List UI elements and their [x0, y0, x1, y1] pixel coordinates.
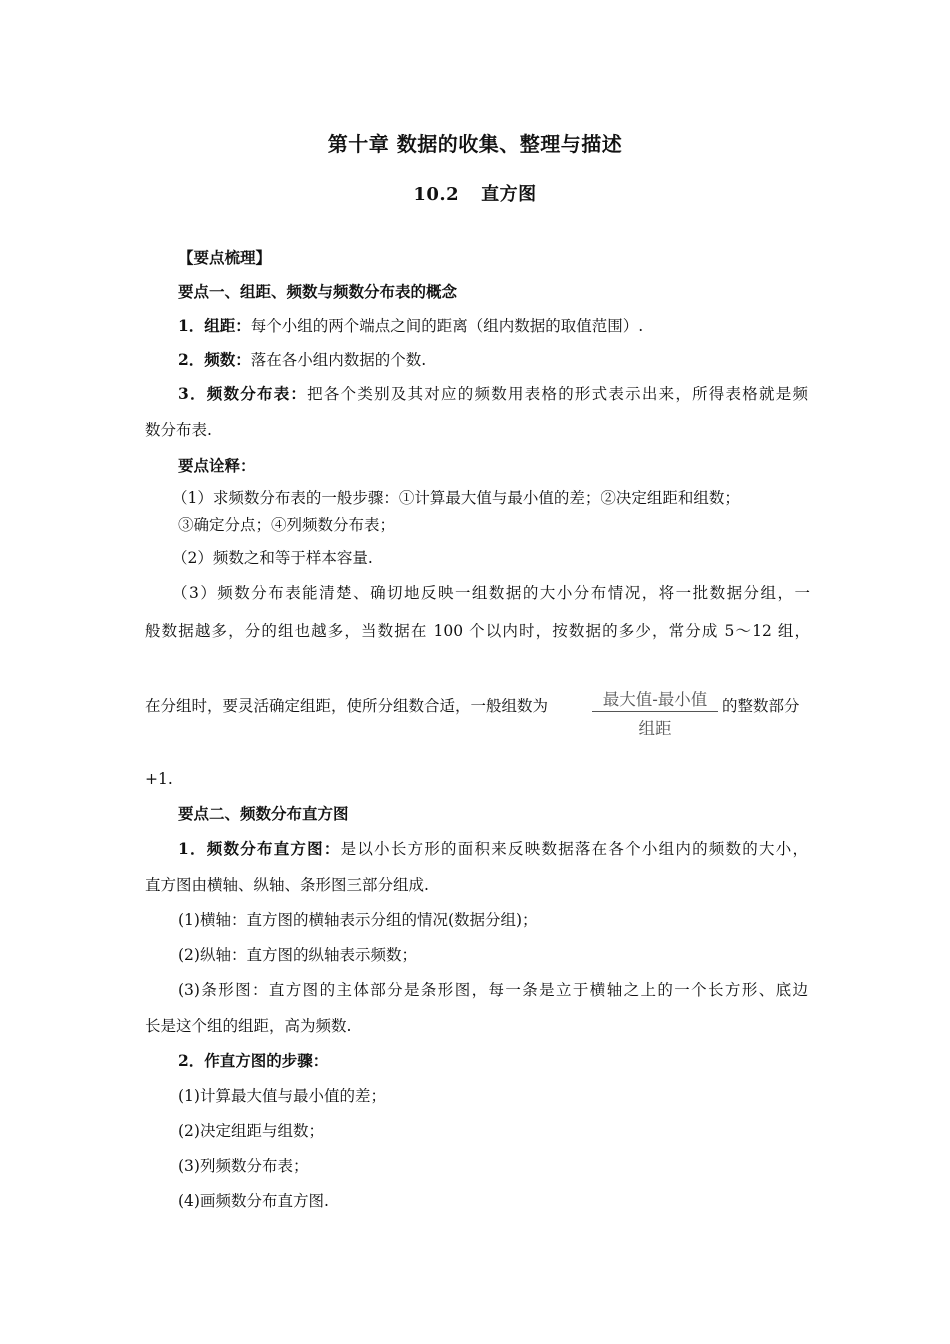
axis-x-line: (1)横轴：直方图的横轴表示分组的情况(数据分组)； — [178, 911, 538, 929]
point2-item1-line2: 直方图由横轴、纵轴、条形图三部分组成. — [145, 876, 429, 894]
axis-y-line: (2)纵轴：直方图的纵轴表示频数； — [178, 946, 417, 964]
section-title — [0, 180, 950, 206]
steps-heading: 2．作直方图的步骤： — [178, 1051, 329, 1070]
item2-term: 2．频数： — [178, 350, 251, 369]
summary-heading: 【要点梳理】 — [178, 248, 272, 267]
section-number: 10.2 — [413, 184, 460, 205]
note3-line4: +1. — [145, 770, 173, 788]
item1-term: 1．组距： — [178, 316, 251, 335]
notes-heading: 要点诠释： — [178, 456, 256, 475]
section-name: 直方图 — [481, 184, 537, 205]
bars-line2: 长是这个组的组距，高为频数. — [145, 1017, 352, 1035]
item3-term: 3．频数分布表： — [178, 384, 308, 403]
step-4: (4)画频数分布直方图. — [178, 1192, 329, 1210]
note3-line3 — [145, 690, 810, 738]
note3-line2: 般数据越多，分的组也越多，当数据在 100 个以内时，按数据的多少，常分成 5～12 组， — [145, 622, 810, 640]
point2-item1-line1 — [178, 838, 808, 860]
point1-item3-line2: 数分布表. — [145, 421, 212, 439]
step-3: (3)列频数分布表； — [178, 1157, 309, 1175]
item2-text: 落在各小组内数据的个数. — [250, 351, 427, 369]
fraction-denominator: 组距 — [638, 719, 672, 738]
note3-line1-text: （3）频数分布表能清楚、确切地反映一组数据的大小分布情况，将一批数据分组，一 — [172, 584, 810, 602]
point1-item3-line1 — [178, 383, 808, 405]
bars-line1: (3)条形图：直方图的主体部分是条形图，每一条是立于横轴之上的一个长方形、底边 — [178, 981, 808, 999]
fraction-numerator: 最大值-最小值 — [592, 686, 718, 712]
point1-item1 — [178, 315, 808, 337]
group-count-fraction — [592, 686, 718, 739]
point2-heading: 要点二、频数分布直方图 — [178, 804, 349, 823]
histogram-term: 1．频数分布直方图： — [178, 839, 341, 858]
item3-text: 把各个类别及其对应的频数用表格的形式表示出来，所得表格就是频 — [307, 385, 808, 403]
note2: （2）频数之和等于样本容量. — [172, 549, 373, 567]
note3-line3-post: 的整数部分 — [722, 697, 800, 715]
item1-text: 每个小组的两个端点之间的距离（组内数据的取值范围）. — [250, 317, 644, 335]
point1-item2 — [178, 349, 808, 371]
step-1: (1)计算最大值与最小值的差； — [178, 1087, 386, 1105]
note3-line3-pre: 在分组时，要灵活确定组距，使所分组数合适，一般组数为 — [145, 697, 549, 715]
note1-line2: ③确定分点；④列频数分布表； — [178, 516, 396, 534]
note1-line1: （1）求频数分布表的一般步骤：①计算最大值与最小值的差；②决定组距和组数； — [172, 489, 740, 507]
histogram-text: 是以小长方形的面积来反映数据落在各个小组内的频数的大小， — [340, 840, 808, 858]
note3-line1 — [172, 582, 810, 604]
chapter-title: 第十章 数据的收集、整理与描述 — [327, 132, 623, 156]
point1-heading: 要点一、组距、频数与频数分布表的概念 — [178, 282, 458, 301]
step-2: (2)决定组距与组数； — [178, 1122, 324, 1140]
